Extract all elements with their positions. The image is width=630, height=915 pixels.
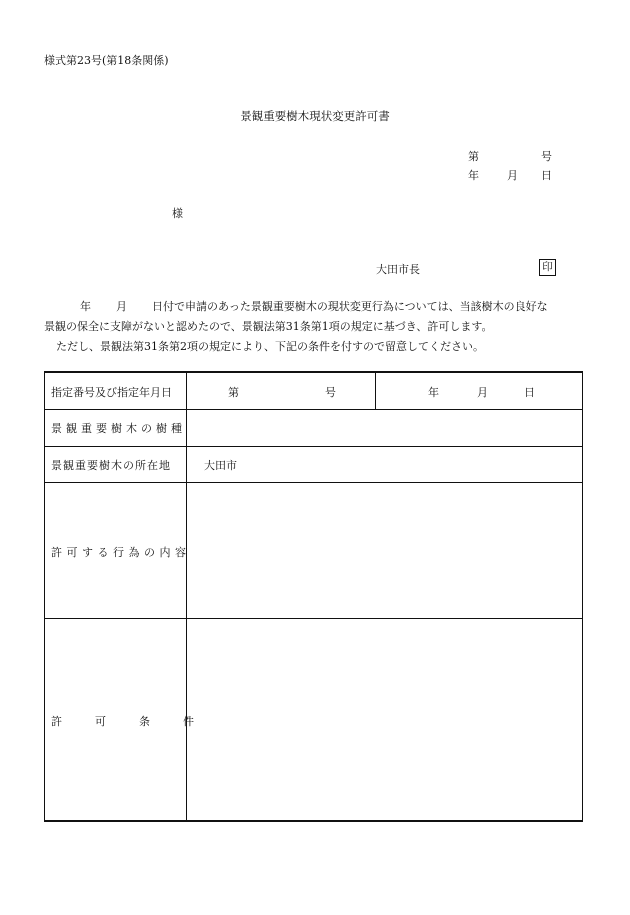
- issue-date-year: 年: [468, 169, 479, 182]
- designation-date-year: 年: [428, 386, 439, 399]
- row-designation-label: 指定番号及び指定年月日: [51, 386, 172, 399]
- document-number-suffix: 号: [541, 150, 552, 163]
- row-permit-conditions-label: 許可条件: [51, 715, 227, 728]
- body-line-2: 景観の保全に支障がないと認めたので、景観法第31条第1項の規定に基づき、許可します。: [44, 320, 493, 333]
- tree-location-value: 大田市: [204, 459, 237, 472]
- designation-number-suffix: 号: [325, 386, 336, 399]
- body-line-1-text: 日付で申請のあった景観重要樹木の現状変更行為については、当該樹木の良好な: [152, 300, 548, 313]
- tree-species-label-text: 景観重要樹木の樹種: [51, 422, 186, 435]
- designation-date-month: 月: [477, 386, 488, 399]
- seal-mark: 印: [539, 259, 556, 276]
- body-line-3: ただし、景観法第31条第2項の規定により、下記の条件を付すので留意してください。: [56, 340, 484, 353]
- designation-number-prefix: 第: [228, 386, 239, 399]
- row-tree-species-label: [51, 420, 186, 436]
- body-date-month: 月: [116, 300, 127, 313]
- row-permitted-action-label: 許可する行為の内容: [51, 546, 191, 559]
- issue-date-day: 日: [541, 169, 552, 182]
- issuer-name: 大田市長: [376, 263, 420, 276]
- form-number-label: 様式第23号(第18条関係): [44, 54, 169, 67]
- issue-date-month: 月: [507, 169, 518, 182]
- body-date-year: 年: [80, 300, 91, 313]
- row-tree-location-label: 景観重要樹木の所在地: [51, 459, 171, 472]
- document-title: 景観重要樹木現状変更許可書: [240, 109, 390, 123]
- addressee-honorific: 様: [172, 207, 183, 220]
- designation-date-day: 日: [524, 386, 535, 399]
- permit-table: [44, 371, 583, 822]
- document-number-prefix: 第: [468, 150, 479, 163]
